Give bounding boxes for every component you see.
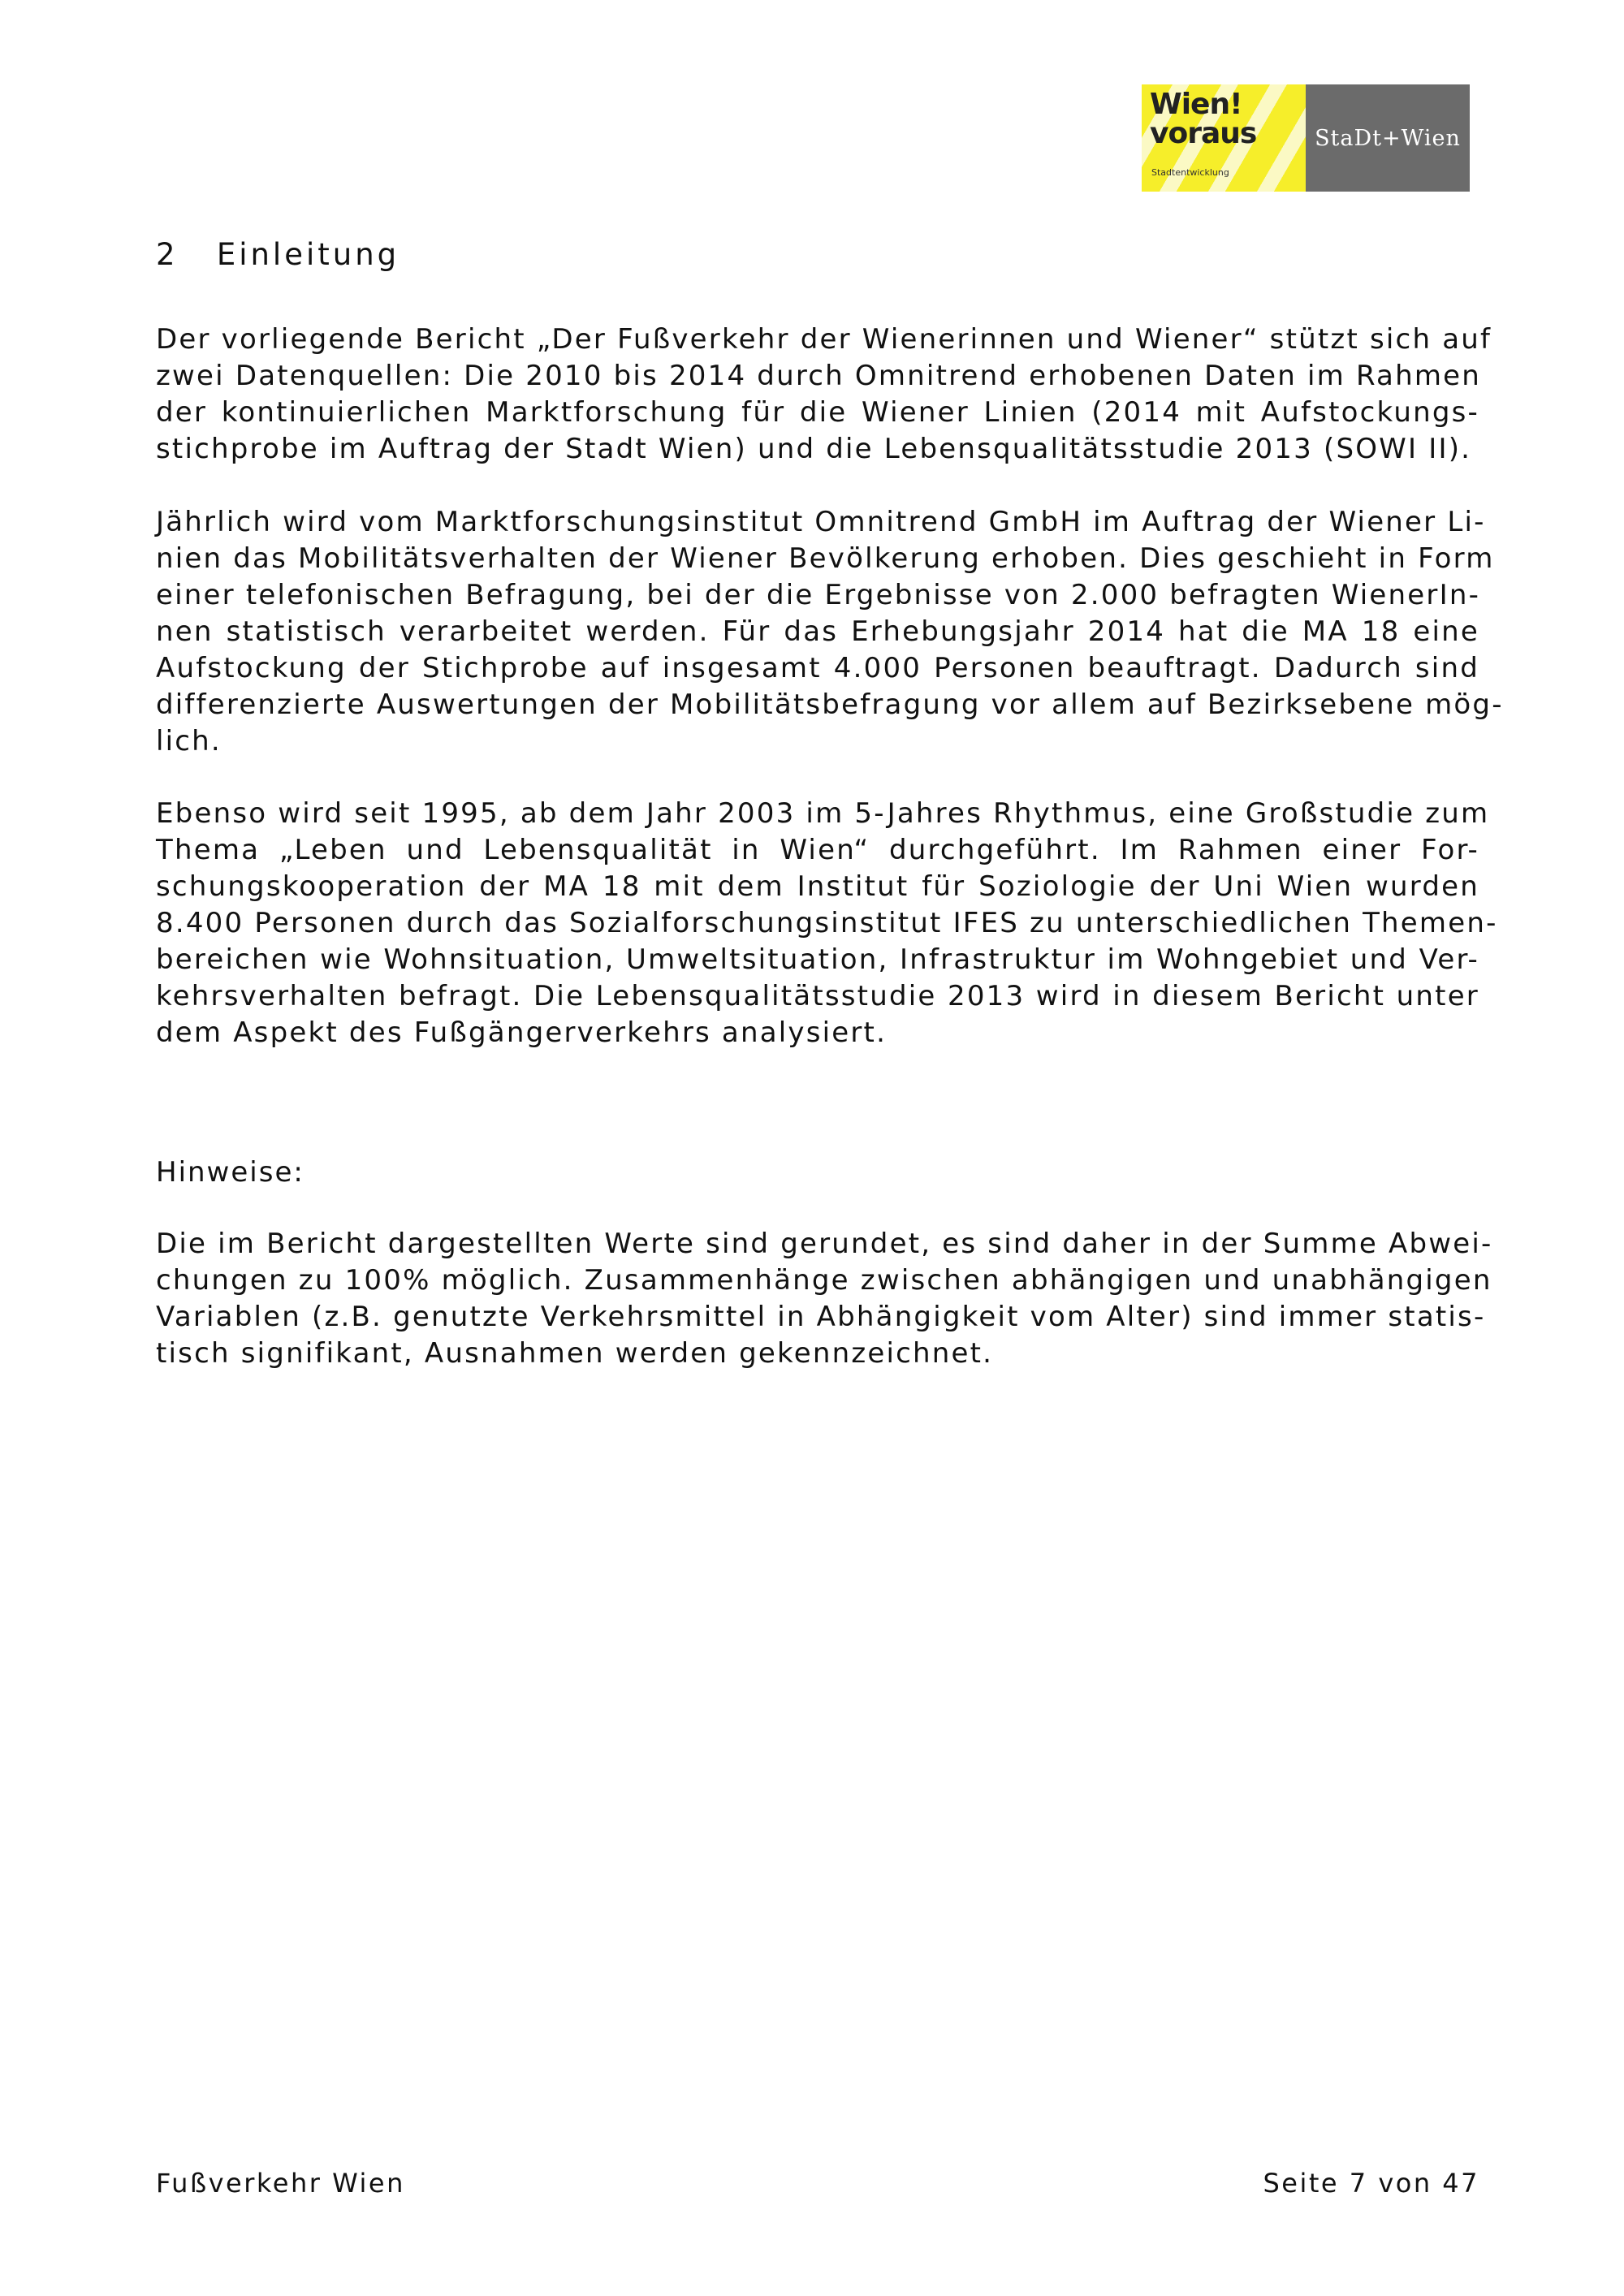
text-line: einer telefonischen Befragung, bei der die Ergebnisse von 2.000 befragten WienerIn- [156, 579, 1481, 611]
text-line: dem Aspekt des Fußgängerverkehrs analysiert. [156, 1016, 888, 1049]
text-line: zwei Datenquellen: Die 2010 bis 2014 durch Omnitrend erhobenen Daten im Rahmen [156, 360, 1482, 392]
text-line: stichprobe im Auftrag der Stadt Wien) und die Lebensqualitätsstudie 2013 (SOWI II). [156, 433, 1472, 465]
text-line: chungen zu 100% möglich. Zusammenhänge zwischen abhängigen und unabhängigen [156, 1264, 1492, 1297]
stadt-wien-logo [1306, 84, 1470, 192]
text-line: Thema „Leben und Lebensqualität in Wien“ durchgeführt. Im Rahmen einer For- [156, 834, 1479, 866]
text-line: Aufstockung der Stichprobe auf insgesamt 4.000 Personen beauftragt. Dadurch sind [156, 652, 1479, 684]
logo-line-3: Stadtentwicklung [1151, 167, 1229, 178]
text-line: Variablen (z.B. genutzte Verkehrsmittel in Abhängigkeit vom Alter) sind immer statis- [156, 1301, 1486, 1333]
paragraph-1 [156, 322, 1492, 468]
paragraph-2 [156, 504, 1504, 760]
notes-heading: Hinweise: [156, 1156, 304, 1189]
section-heading: 2 Einleitung [156, 237, 400, 272]
paragraph-3 [156, 796, 1498, 1051]
text-line: Ebenso wird seit 1995, ab dem Jahr 2003 im 5-Jahres Rhythmus, eine Großstudie zum [156, 797, 1490, 830]
paragraph-4 [156, 1226, 1493, 1372]
text-line: nen statistisch verarbeitet werden. Für das Erhebungsjahr 2014 hat die MA 18 eine [156, 615, 1479, 648]
text-line: nien das Mobilitätsverhalten der Wiener Bevölkerung erhoben. Dies geschieht in Form [156, 542, 1495, 575]
text-line: Jährlich wird vom Marktforschungsinstitut Omnitrend GmbH im Auftrag der Wiener Li- [156, 506, 1486, 538]
header-logo [1142, 84, 1470, 192]
text-line: 8.400 Personen durch das Sozialforschungsinstitut IFES zu unterschiedlichen Themen- [156, 907, 1498, 939]
text-line: kehrsverhalten befragt. Die Lebensqualitätsstudie 2013 wird in diesem Bericht unter [156, 980, 1479, 1012]
text-line: Die im Bericht dargestellten Werte sind gerundet, es sind daher in der Summe Abwei- [156, 1228, 1493, 1260]
text-line: Der vorliegende Bericht „Der Fußverkehr der Wienerinnen und Wiener“ stützt sich auf [156, 323, 1492, 356]
text-line: schungskooperation der MA 18 mit dem Institut für Soziologie der Uni Wien wurden [156, 870, 1479, 903]
text-line: lich. [156, 725, 222, 757]
text-line: differenzierte Auswertungen der Mobilitätsbefragung vor allem auf Bezirksebene mög- [156, 688, 1504, 721]
footer-title: Fußverkehr Wien [156, 2168, 405, 2199]
text-line: tisch signifikant, Ausnahmen werden gekennzeichnet. [156, 1337, 994, 1370]
page-number: Seite 7 von 47 [1263, 2168, 1479, 2199]
text-line: der kontinuierlichen Marktforschung für die Wiener Linien (2014 mit Aufstockungs- [156, 396, 1479, 429]
logo-line-2: voraus [1150, 117, 1257, 150]
wien-voraus-logo [1142, 84, 1306, 192]
text-line: bereichen wie Wohnsituation, Umweltsituation, Infrastruktur im Wohngebiet und Ver- [156, 943, 1479, 976]
logo-line-1: Wien! [1150, 88, 1242, 121]
stadt-wien-logo-text: StaDt+Wien [1315, 125, 1461, 151]
